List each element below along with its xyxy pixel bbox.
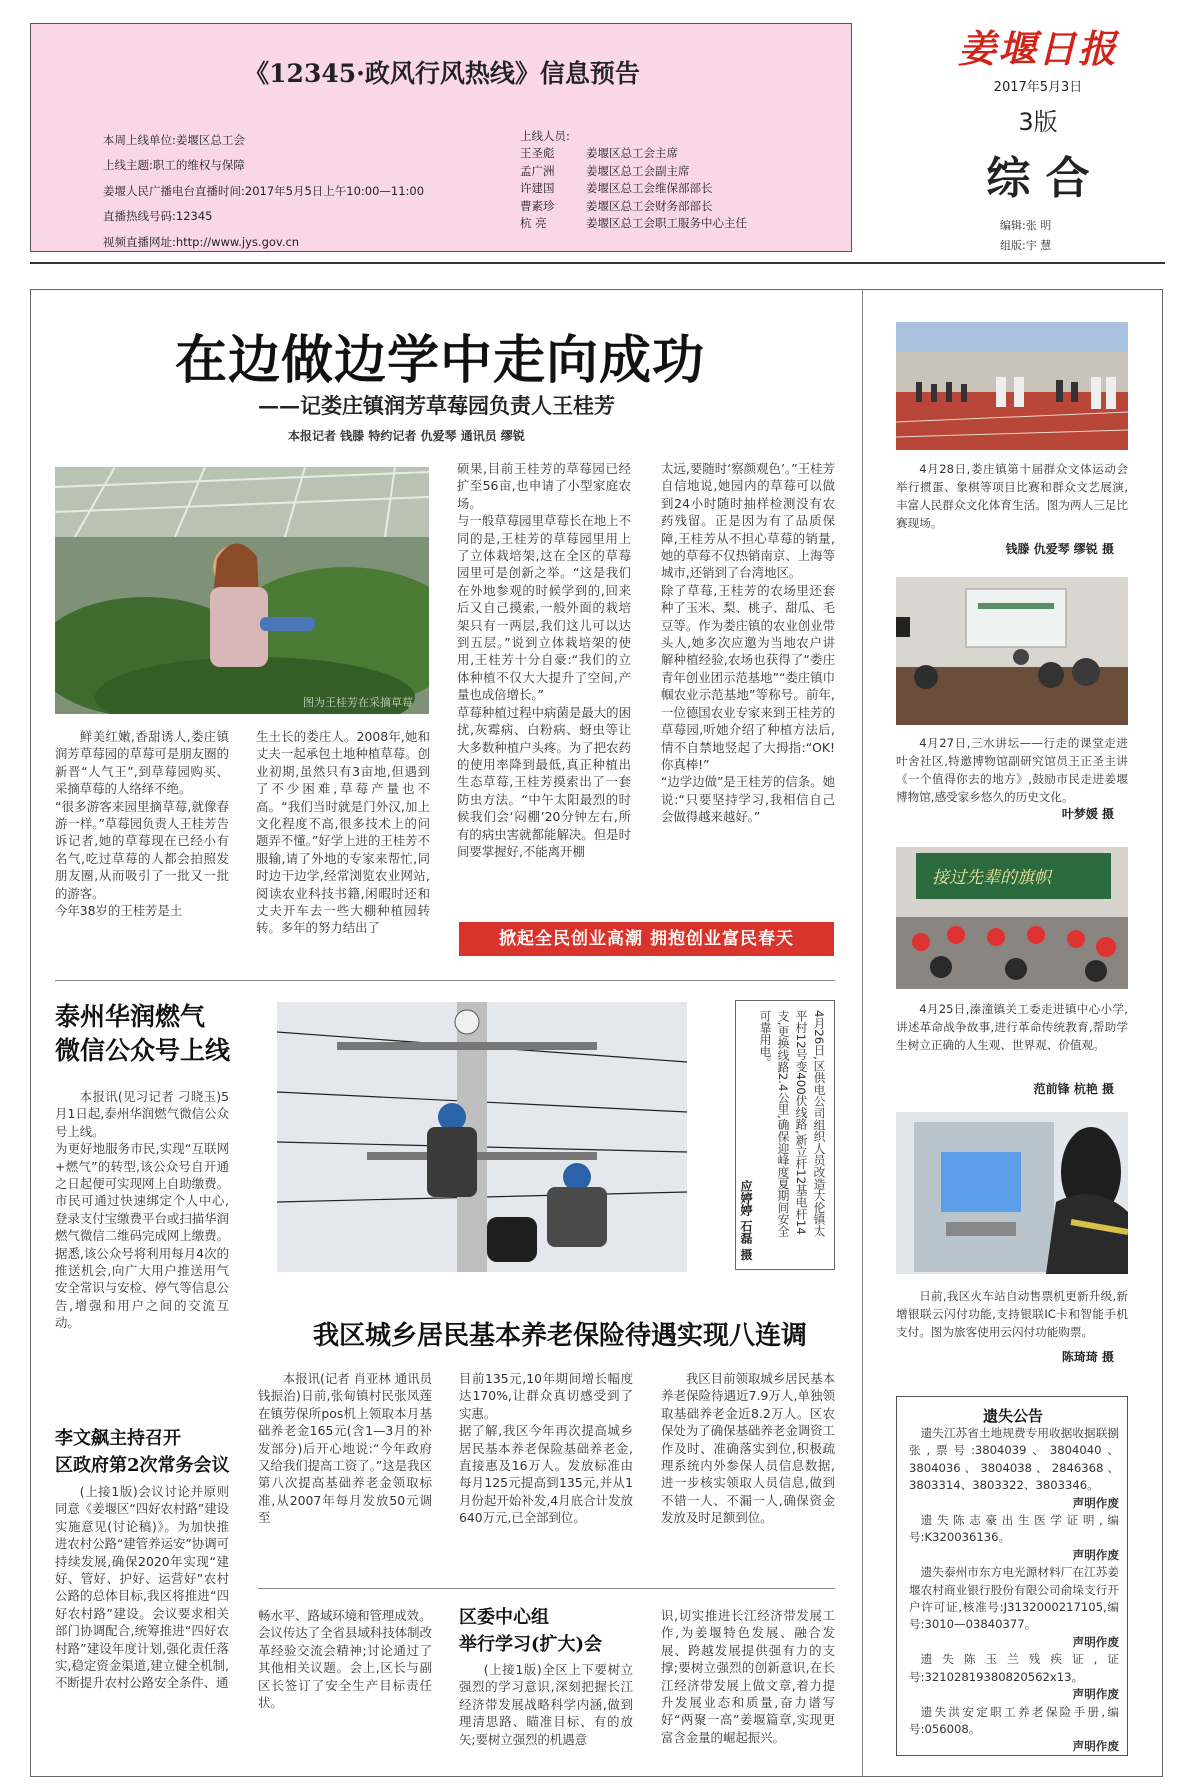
ticket-photo (896, 1112, 1128, 1274)
editor: 编辑:张 明 (1000, 219, 1052, 232)
rule (55, 980, 835, 981)
layout-editor: 组版:宇 慧 (1000, 239, 1052, 252)
study-cont: 识,切实推进长江经济带发展工作,为姜堰特色发展、融合发展、跨越发展提供强有力的支撑;要树立强烈的创新意识,在长江经济带发展上做文章,着力提升发展业态和质量,奋力谱写好“两聚一高”姜堰篇章,实现更富含金量的崛起振兴。 (661, 1608, 835, 1745)
person-row: 曹素珍 姜堰区总工会财务部部长 (520, 198, 713, 213)
main-headline: 在边做边学中走向成功 (174, 330, 705, 391)
pension-col3: 我区目前领取城乡居民基本养老保险待遇近7.9万人,单独领取基础养老金近8.2万人。区农保处为了确保基础养老金调资工作及时、准确落实到位,积极疏理系统内外参保人员信息数据,进一步核实领取人员信息,做到不错一人、不漏一人,确保资金发放及时足额到位。 (661, 1371, 835, 1526)
sidebar-credit: 范前锋 杭艳 摄 (1033, 1082, 1114, 1096)
sidebar-credit: 陈琦琦 摄 (1061, 1350, 1114, 1364)
study-title (459, 1604, 602, 1658)
meeting-cont: 畅水平、路域环境和管理成效。 会议传达了全省县域科技体制改革经验交流会精神;讨论通过了其他相关议题。会上,区长与副区长签订了安全生产目标责任状。 (258, 1608, 432, 1711)
pension-col1: 本报讯(记者 肖亚林 通讯员 钱振治)日前,张甸镇村民张凤莲在镇劳保所pos机上领取本月基础养老金165元(含1—3月的补发部分)后开心地说:“今年政府又给我们提高工资了。”这是我区第八次提高基础养老金领取标准,从2007年每月发放50元调至 (258, 1371, 432, 1526)
main-subhead: ——记娄庄镇润芳草莓园负责人王桂芳 (258, 393, 615, 418)
main-col3: 硕果,目前王桂芳的草莓园已经扩至56亩,也申请了小型家庭农场。 与一般草莓园里草莓长在地上不同的是,王桂芳的草莓园里用上了立体栽培架,这在全区的草莓园里可是创新之举。“这是我们在外地参观的时候学到的,回来后又自己摸索,一般外面的栽培架只有一两层,我们这儿可以达到五层。”说到立体栽培架的使用,王桂芳十分自豪:“我们的立体种植不仅大大提升了空间,产量也成倍增长。” 草莓种植过程中病菌是最大的困扰,灰霉病、白粉病、蚜虫等让大多数种植户头疼。为了把农药的使用率降到最低,真正种植出生态草莓,王桂芳摸索出了一套防虫方法。“中午太阳最烈的时候我们会‘闷棚’20分钟左右,所有的病虫害就都能解决。但是时间要掌握好,不能离开棚 (457, 461, 631, 859)
power-caption: 4月26日,区供电公司组织人员改造大伦镇太平村12号变400伏线路,新立杆12基电杆14支,更换线路2.4公里,确保迎峰度夏期间安全可靠用电。 (758, 1010, 826, 1237)
study-body: (上接1版)全区上下要树立强烈的学习意识,深刻把握长江经济带发展战略科学内涵,做到理清思路、瞄准目标、有的放矢;要树立强烈的机遇意 (459, 1662, 633, 1747)
gas-title (55, 1000, 230, 1068)
meeting-title-line: 李文飙主持召开 (55, 1428, 181, 1449)
sports-photo (896, 322, 1128, 450)
notice-line: 本周上线单位:姜堰区总工会 (103, 133, 245, 147)
lost-item: 遗失洪安定职工养老保险手册,编号:056008。 声明作废 (909, 1704, 1119, 1754)
classroom-photo (896, 847, 1128, 989)
notice-people (520, 128, 751, 232)
lost-item: 遗失陈志豪出生医学证明,编号:K320036136。 声明作废 (909, 1513, 1119, 1562)
header-rule (30, 262, 1165, 264)
lost-item: 遗失陈玉兰残疾证,证号:32102819380820562x13。 声明作废 (909, 1652, 1119, 1702)
person-row: 孟广洲 姜堰区总工会副主席 (520, 163, 690, 178)
sidebar-rule (862, 289, 863, 1777)
meeting-body: (上接1版)会议讨论并原则同意《姜堰区“四好农村路”建设实施意见(讨论稿)》。为加快推进农村公路“建管养运安”协调可持续发展,确保2020年实现“建好、管好、护好、运营好”农村公路的总体目标,我区将推进“四好农村路”建设。会议要求相关部门协调配合,统筹推进“四好农村路”建设年度计划,强化责任落实,稳定资金渠道,建立健全机制,不断提升农村公路安全条件、通 (55, 1484, 229, 1691)
masthead-logo: 姜堰日报 (957, 26, 1118, 71)
notice-line: 姜堰人民广播电台直播时间:2017年5月5日上午10:00—11:00 (103, 183, 425, 198)
gas-title-line: 微信公众号上线 (55, 1036, 231, 1065)
sidebar-credit: 叶梦媛 摄 (1061, 807, 1114, 821)
power-photo (277, 1002, 687, 1272)
lost-notice-box (896, 1396, 1128, 1756)
sidebar-caption: 日前,我区火车站自动售票机更新升级,新增银联云闪付功能,支持银联IC卡和智能手机支付。图为旅客使用云闪付功能购票。 (896, 1289, 1128, 1339)
power-credit: 应婷婷 石磊 摄 (739, 1180, 753, 1261)
sidebar-caption: 4月28日,娄庄镇第十届群众文体运动会举行掼蛋、象棋等项目比赛和群众文艺展演,丰富人民群众文化体育生活。图为两人三足比赛现场。 (896, 462, 1128, 530)
sidebar-caption: 4月25日,溱潼镇关工委走进镇中心小学,讲述革命战争故事,进行革命传统教育,帮助学生树立正确的人生观、世界观、价值观。 (896, 1002, 1128, 1052)
sidebar-caption: 4月27日,三水讲坛——行走的课堂走进叶舍社区,特邀博物馆副研究馆员王正圣主讲《一个值得你去的地方》,鼓励市民走进姜堰博物馆,感受家乡悠久的历史文化。 (896, 736, 1128, 804)
blackboard-text: 接过先辈的旗帜 (932, 868, 1051, 888)
pension-col2: 目前135元,10年期间增长幅度达170%,让群众真切感受到了实惠。 据了解,我区今年再次提高城乡居民基本养老保险基础养老金,直接惠及16万人。发放标准由每月125元提高到135元,并从1月份起开始补发,4月底合计发放640万元,已全部到位。 (459, 1371, 633, 1526)
study-title-line: 区委中心组 (459, 1607, 549, 1628)
slogan-banner: 掀起全民创业高潮 拥抱创业富民春天 (459, 922, 834, 956)
notice-title: 《12345·政风行风热线》信息预告 (244, 59, 640, 88)
notice-left (103, 128, 424, 255)
people-title: 上线人员: (520, 129, 570, 143)
main-col4: 太远,要随时‘察颜观色’。”王桂芳自信地说,她园内的草莓可以做到24小时随时抽样检测没有农药残留。正是因为有了品质保障,王桂芳从不担心草莓的销量,她的草莓不仅热销南京、上海等城市,还销到了台湾地区。 除了草莓,王桂芳的农场里还套种了玉米、梨、桃子、甜瓜、毛豆等。作为娄庄镇的农业创业带头人,她多次应邀为当地农户讲解种植经验,农场也获得了“娄庄青年创业团示范基地”“娄庄镇巾帼农业示范基地”等称号。前年,一位德国农业专家来到王桂芳的草莓园,听她介绍了种植方法后,情不自禁地竖起了大拇指:“OK!你真棒!” “边学边做”是王桂芳的信条。她说:“只要坚持学习,我相信自己会做得越来越好。” (661, 461, 835, 825)
meeting-title (55, 1425, 230, 1479)
sidebar-credit: 钱滕 仇爱琴 缪锐 摄 (1005, 542, 1114, 556)
lecture-photo (896, 577, 1128, 725)
person-row: 许建国 姜堰区总工会维保部部长 (520, 181, 713, 196)
main-col1: 鲜美红嫩,香甜诱人,娄庄镇润芳草莓园的草莓可是朋友圈的新晋“人气王”,到草莓园购买、采摘草莓的人络绎不绝。 “很多游客来园里摘草莓,就像春游一样。”草莓园负责人王桂芳告诉记者,她的草莓现在已经小有名气,吃过草莓的人都会拍照发朋友圈,从而吸引了一批又一批的游客。 今年38岁的王桂芳是土 (55, 729, 229, 919)
notice-box (30, 23, 852, 252)
person-row: 王圣彪 姜堰区总工会主席 (520, 146, 678, 161)
issue-date: 2017年5月3日 (993, 80, 1083, 95)
strawberry-photo (55, 467, 429, 714)
photo-watermark: 图为王桂芳在采摘草莓 (303, 696, 413, 709)
study-title-line: 举行学习(扩大)会 (459, 1634, 603, 1655)
meeting-title-line: 区政府第2次常务会议 (55, 1455, 230, 1476)
rule (258, 1588, 835, 1589)
gas-title-line: 泰州华润燃气 (55, 1002, 206, 1031)
lost-notice-title: 遗失公告 (982, 1407, 1043, 1425)
section-name: 综 合 (986, 153, 1090, 204)
notice-line: 上线主题:职工的维权与保障 (103, 158, 245, 173)
main-col2: 生土长的娄庄人。2008年,她和丈夫一起承包土地种植草莓。创业初期,虽然只有3亩地,但遇到了不少困难,草莓产量也不高。“我们当时就是门外汉,加上文化程度不高,很多技术上的问题弄不懂。”好学上进的王桂芳不服输,请了外地的专家来帮忙,同时边干边学,经常浏览农业网站,阅读农业科技书籍,闲暇时还和丈夫开车去一些大棚种植园转转。多年的努力结出了 (256, 729, 430, 936)
page-number: 3版 (1018, 108, 1058, 136)
lost-item: 遗失江苏省土地规费专用收据收据联捌张,票号:3804039、3804040、3804036、3804038、2846368、3803314、3803322、3803346。 声明作废 (909, 1426, 1119, 1510)
notice-link[interactable]: 视频直播网址:http://www.jys.gov.cn (103, 234, 300, 249)
main-byline: 本报记者 钱滕 特约记者 仇爱琴 通讯员 缪锐 (288, 429, 525, 443)
notice-line: 直播热线号码:12345 (103, 209, 213, 224)
gas-body: 本报讯(见习记者 刁晓玉)5月1日起,泰州华润燃气微信公众号上线。 为更好地服务市民,实现“互联网+燃气”的转型,该公众号自开通之日起便可实现网上自助缴费。市民可通过快速绑定个人中心,登录支付宝缴费平台或扫描华润燃气微信二维码完成网上缴费。据悉,该公众号将利用每月4次的推送机会,向广大用户推送用气安全常识与安检、停气等信息公告,增强和用户之间的交流互动。 (55, 1089, 229, 1331)
person-row: 杭 亮 姜堰区总工会职工服务中心主任 (520, 216, 747, 231)
pension-headline: 我区城乡居民基本养老保险待遇实现八连调 (312, 1321, 807, 1351)
lost-item: 遗失泰州市东方电光源材料厂在江苏姜堰农村商业银行股份有限公司俞垛支行开户许可证,核准号:J3132000217105,编号:3010—03840377。 声明作废 (909, 1565, 1119, 1649)
